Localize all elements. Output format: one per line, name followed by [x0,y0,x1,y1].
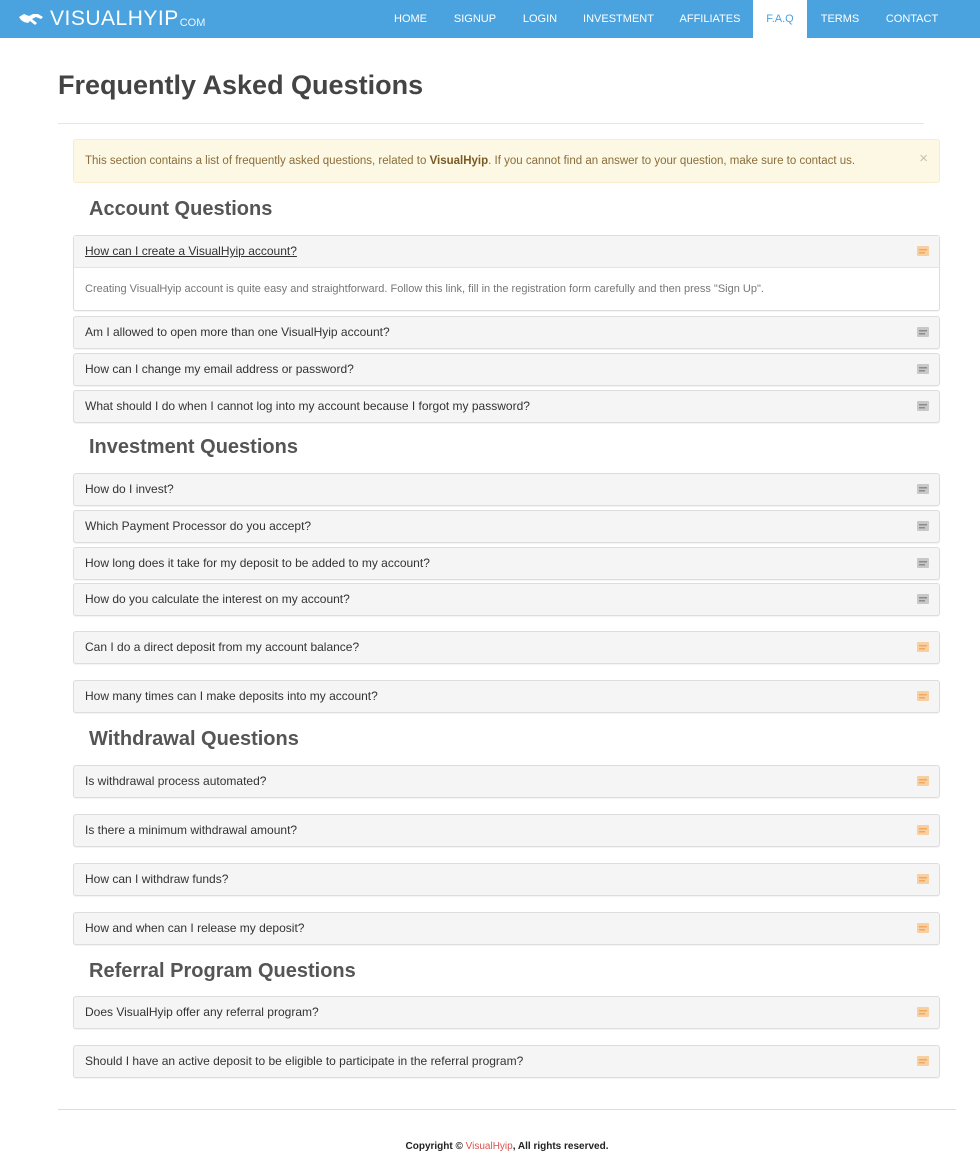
info-alert [73,139,940,183]
nav-affiliates[interactable]: AFFILIATES [679,13,741,25]
faq-item[interactable] [73,814,940,847]
expand-icon[interactable] [917,327,929,337]
site-logo[interactable] [18,6,205,32]
faq-question[interactable]: How do I invest? [85,482,174,496]
nav-login[interactable]: LOGIN [522,13,558,25]
faq-item[interactable] [73,390,940,423]
faq-item[interactable] [73,1045,940,1078]
expand-icon[interactable] [917,874,929,884]
section-title-withdrawal: Withdrawal Questions [89,728,299,750]
faq-item[interactable] [73,631,940,664]
copyright: Copyright © VisualHyip, All rights reserved. [405,1141,609,1152]
faq-question[interactable]: Which Payment Processor do you accept? [85,519,312,533]
faq-item[interactable] [73,583,940,616]
faq-question[interactable]: Can I do a direct deposit from my account balance? [85,640,360,654]
expand-icon[interactable] [917,364,929,374]
brand-tld: COM [179,17,206,29]
faq-question[interactable]: How can I create a VisualHyip account? [85,244,297,258]
nav-contact[interactable]: CONTACT [885,13,939,25]
faq-item[interactable] [73,680,940,713]
section-title-investment: Investment Questions [89,436,298,458]
section-title-referral: Referral Program Questions [89,960,356,982]
faq-question[interactable]: Am I allowed to open more than one VisualHyip account? [85,325,390,339]
expand-icon[interactable] [917,521,929,531]
faq-question[interactable]: How can I change my email address or password? [85,362,354,376]
expand-icon[interactable] [917,558,929,568]
expand-icon[interactable] [917,401,929,411]
faq-question[interactable]: How many times can I make deposits into my account? [85,689,378,703]
faq-item[interactable] [73,996,940,1029]
alert-text: This section contains a list of frequently asked questions, related to VisualHyip. If you cannot find an answer to your question, make sure to contact us. [85,155,856,167]
faq-question[interactable]: Does VisualHyip offer any referral program? [85,1005,319,1019]
faq-item[interactable] [73,912,940,945]
faq-item[interactable] [73,765,940,798]
nav-investment[interactable]: INVESTMENT [583,13,654,25]
faq-question[interactable]: How and when can I release my deposit? [85,921,305,935]
faq-question[interactable]: Should I have an active deposit to be eligible to participate in the referral program? [85,1054,524,1068]
expand-icon[interactable] [917,776,929,786]
top-navbar [0,0,980,38]
faq-question[interactable]: How can I withdraw funds? [85,872,229,886]
close-icon[interactable]: × [919,150,928,167]
section-title-account: Account Questions [89,198,273,220]
brand-name: VISUALHYIP [50,7,179,30]
faq-item[interactable] [73,316,940,349]
footer-brand-link[interactable]: VisualHyip [465,1141,513,1152]
collapse-icon[interactable] [917,246,929,256]
nav-faq[interactable]: F.A.Q [753,0,807,38]
expand-icon[interactable] [917,825,929,835]
faq-item[interactable] [73,353,940,386]
expand-icon[interactable] [917,691,929,701]
faq-question[interactable]: How do you calculate the interest on my account? [85,592,350,606]
faq-item[interactable] [73,235,940,311]
expand-icon[interactable] [917,1007,929,1017]
nav-terms[interactable]: TERMS [820,13,860,25]
faq-item[interactable] [73,510,940,543]
title-divider [58,123,924,124]
page-title: Frequently Asked Questions [58,70,424,100]
nav-signup[interactable]: SIGNUP [453,13,497,25]
handshake-icon [18,10,44,28]
expand-icon[interactable] [917,1056,929,1066]
nav-home[interactable]: HOME [394,13,427,25]
faq-item[interactable] [73,863,940,896]
expand-icon[interactable] [917,923,929,933]
faq-question[interactable]: How long does it take for my deposit to be added to my account? [85,556,430,570]
faq-question[interactable]: Is withdrawal process automated? [85,774,267,788]
expand-icon[interactable] [917,642,929,652]
expand-icon[interactable] [917,594,929,604]
faq-answer: Creating VisualHyip account is quite easy and straightforward. Follow this link, fill in the registration form carefully and then press "Sign Up". [85,283,764,295]
faq-item[interactable] [73,473,940,506]
faq-item[interactable] [73,547,940,580]
faq-question[interactable]: Is there a minimum withdrawal amount? [85,823,298,837]
faq-question[interactable]: What should I do when I cannot log into my account because I forgot my password? [85,399,530,413]
alert-brand: VisualHyip [429,155,489,167]
expand-icon[interactable] [917,484,929,494]
footer-divider [58,1109,956,1110]
